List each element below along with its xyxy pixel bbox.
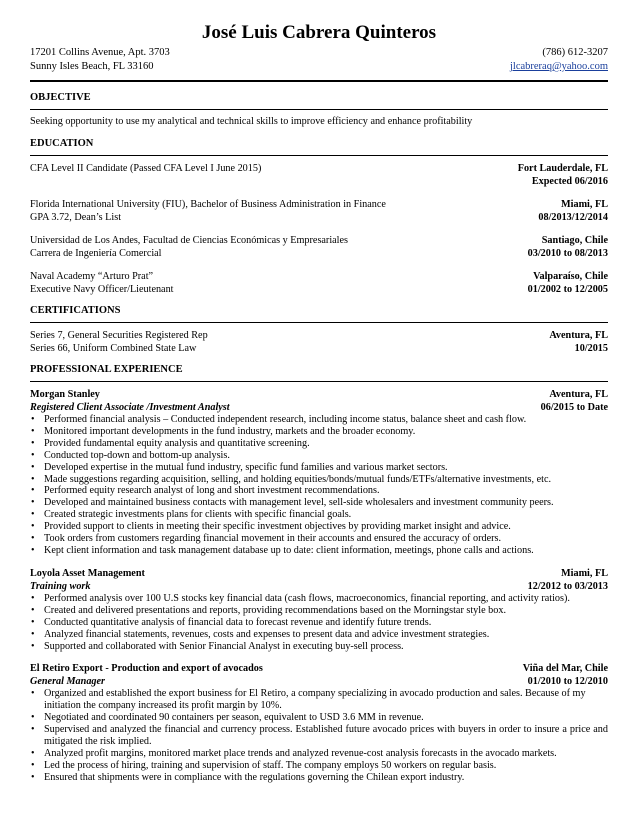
education-list (30, 162, 608, 296)
phone-email (510, 46, 608, 74)
address-line-2: Sunny Isles Beach, FL 33160 (30, 61, 154, 72)
job-location: Miami, FL (561, 567, 608, 579)
job-dates: 12/2012 to 03/2013 (527, 580, 608, 592)
job-bullet: • Organized and established the export business for El Retiro, a company specializing in avocado production and sales. Because of my initiation the company increased its profit margin by 10%. (30, 688, 608, 712)
job-company: Morgan Stanley (30, 389, 100, 400)
education-item (30, 162, 608, 188)
job-entry (30, 567, 608, 653)
job-bullet: • Performed analysis over 100 U.S stocks key financial data (cash flows, macroeconomics, financial reporting, and activity ratios). (30, 593, 608, 605)
certifications-list (30, 329, 608, 355)
candidate-name: José Luis Cabrera Quinteros (201, 22, 437, 43)
job-bullet: • Provided support to clients in meeting their specific investment objectives by providing market insight and advice. (30, 521, 608, 533)
section-divider (30, 155, 608, 156)
education-item (30, 234, 608, 260)
job-bullet: • Led the process of hiring, training and supervision of staff. The company employs 50 workers on regular basis. (30, 760, 608, 772)
job-bullet: • Made suggestions regarding acquisition, selling, and holding equities/bonds/mutual funds/ETFs/alternative investments, etc. (30, 474, 608, 486)
phone: (786) 612-3207 (542, 47, 608, 58)
section-title-experience: PROFESSIONAL EXPERIENCE (30, 364, 183, 375)
job-bullet: • Performed equity research analyst of long and short investment recommendations. (30, 485, 608, 497)
job-bullet: • Analyzed financial statements, revenues, costs and expenses to present data and advice investment strategies. (30, 629, 608, 641)
job-bullet: • Supervised and analyzed the financial and currency process. Established future avocado prices with buyers in order to insure a price and mitigated the risk implied. (30, 724, 608, 748)
education-location: Miami, FL (561, 199, 608, 210)
job-entry (30, 662, 608, 783)
job-bullet: • Monitored important developments in the fund industry, markets and the broader economy. (30, 426, 608, 438)
job-bullet: • Created strategic investments plans for clients with specific financial goals. (30, 509, 608, 521)
section-title-certifications: CERTIFICATIONS (30, 305, 121, 316)
section-divider (30, 322, 608, 323)
section-divider (30, 109, 608, 110)
section-title-education: EDUCATION (30, 138, 94, 149)
education-location: Fort Lauderdale, FL (517, 163, 608, 174)
certification-item (30, 329, 608, 342)
job-bullet: • Ensured that shipments were in compliance with the regulations governing the Chilean export industry. (30, 772, 608, 784)
job-role: Registered Client Associate /Investment Analyst (30, 402, 230, 413)
certification-name: Series 66, Uniform Combined State Law (30, 343, 197, 354)
job-company: El Retiro Export - Production and export of avocados (30, 663, 263, 675)
education-dates: 03/2010 to 08/2013 (527, 248, 608, 259)
education-item (30, 198, 608, 224)
job-entry (30, 388, 608, 557)
job-bullets (30, 688, 608, 783)
job-bullet: • Performed financial analysis – Conducted independent research, including income status, balance sheet and cash flow. (30, 414, 608, 426)
job-bullet: • Created and delivered presentations and reports, providing recommendations based on the Morningstar style box. (30, 605, 608, 617)
job-bullet: • Analyzed profit margins, monitored market place trends and analyzed revenue-cost analysis forecasts in the avocado markets. (30, 748, 608, 760)
job-bullets (30, 593, 608, 653)
contact-block (30, 46, 608, 74)
job-location: Aventura, FL (549, 389, 608, 400)
certification-right: 10/2015 (574, 343, 608, 354)
job-bullets (30, 414, 608, 557)
job-bullet: • Provided fundamental equity analysis and quantitative screening. (30, 438, 608, 450)
email-link[interactable]: jlcabreraq@yahoo.com (509, 61, 608, 72)
certification-right: Aventura, FL (549, 330, 608, 341)
education-location: Santiago, Chile (541, 235, 608, 246)
job-dates: 01/2010 to 12/2010 (527, 676, 608, 688)
job-bullet: • Conducted top-down and bottom-up analysis. (30, 450, 608, 462)
education-dates: Expected 06/2016 (531, 176, 608, 187)
education-line2: Executive Navy Officer/Lieutenant (30, 284, 174, 295)
education-dates: 08/2013/12/2014 (538, 212, 608, 223)
job-role: Training work (30, 580, 91, 592)
job-bullet: • Supported and collaborated with Senior Financial Analyst in executing buy-sell process. (30, 641, 608, 653)
address-line-1: 17201 Collins Avenue, Apt. 3703 (30, 47, 170, 58)
education-line2: Carrera de Ingeniería Comercial (30, 248, 162, 259)
job-bullet: • Developed and maintained business contacts with management level, sell-side wholesalers and investment community peers. (30, 497, 608, 509)
education-line2: GPA 3.72, Dean’s List (30, 212, 122, 223)
education-line1: Naval Academy “Arturo Prat” (30, 271, 154, 282)
job-dates: 06/2015 to Date (540, 402, 608, 413)
education-line1: Universidad de Los Andes, Facultad de Ciencias Económicas y Empresariales (30, 235, 348, 246)
address (30, 46, 170, 74)
education-dates: 01/2002 to 12/2005 (527, 284, 608, 295)
education-line1: Florida International University (FIU), Bachelor of Business Administration in Finance (30, 199, 386, 210)
education-line1: CFA Level II Candidate (Passed CFA Level I June 2015) (30, 163, 262, 174)
job-company: Loyola Asset Management (30, 567, 145, 579)
education-item (30, 270, 608, 296)
job-bullet: • Took orders from customers regarding financial movement in their accounts and ensured the accuracy of orders. (30, 533, 608, 545)
certification-item (30, 342, 608, 355)
section-divider (30, 381, 608, 382)
job-bullet: • Kept client information and task management database up to date: client information, meetings, phone calls and actions. (30, 545, 608, 557)
job-bullet: • Developed expertise in the mutual fund industry, specific fund families and various market sectors. (30, 462, 608, 474)
job-bullet: • Negotiated and coordinated 90 containers per season, equivalent to USD 3.6 MM in revenue. (30, 712, 608, 724)
job-role: General Manager (30, 676, 105, 688)
objective-text: Seeking opportunity to use my analytical and technical skills to improve efficiency and enhance profitability (30, 116, 473, 127)
certification-name: Series 7, General Securities Registered Rep (30, 330, 208, 341)
job-location: Viña del Mar, Chile (522, 663, 608, 675)
header-divider (30, 80, 608, 82)
education-location: Valparaíso, Chile (533, 271, 608, 282)
job-bullet: • Conducted quantitative analysis of financial data to forecast revenue and identify future trends. (30, 617, 608, 629)
section-title-objective: OBJECTIVE (30, 92, 91, 103)
